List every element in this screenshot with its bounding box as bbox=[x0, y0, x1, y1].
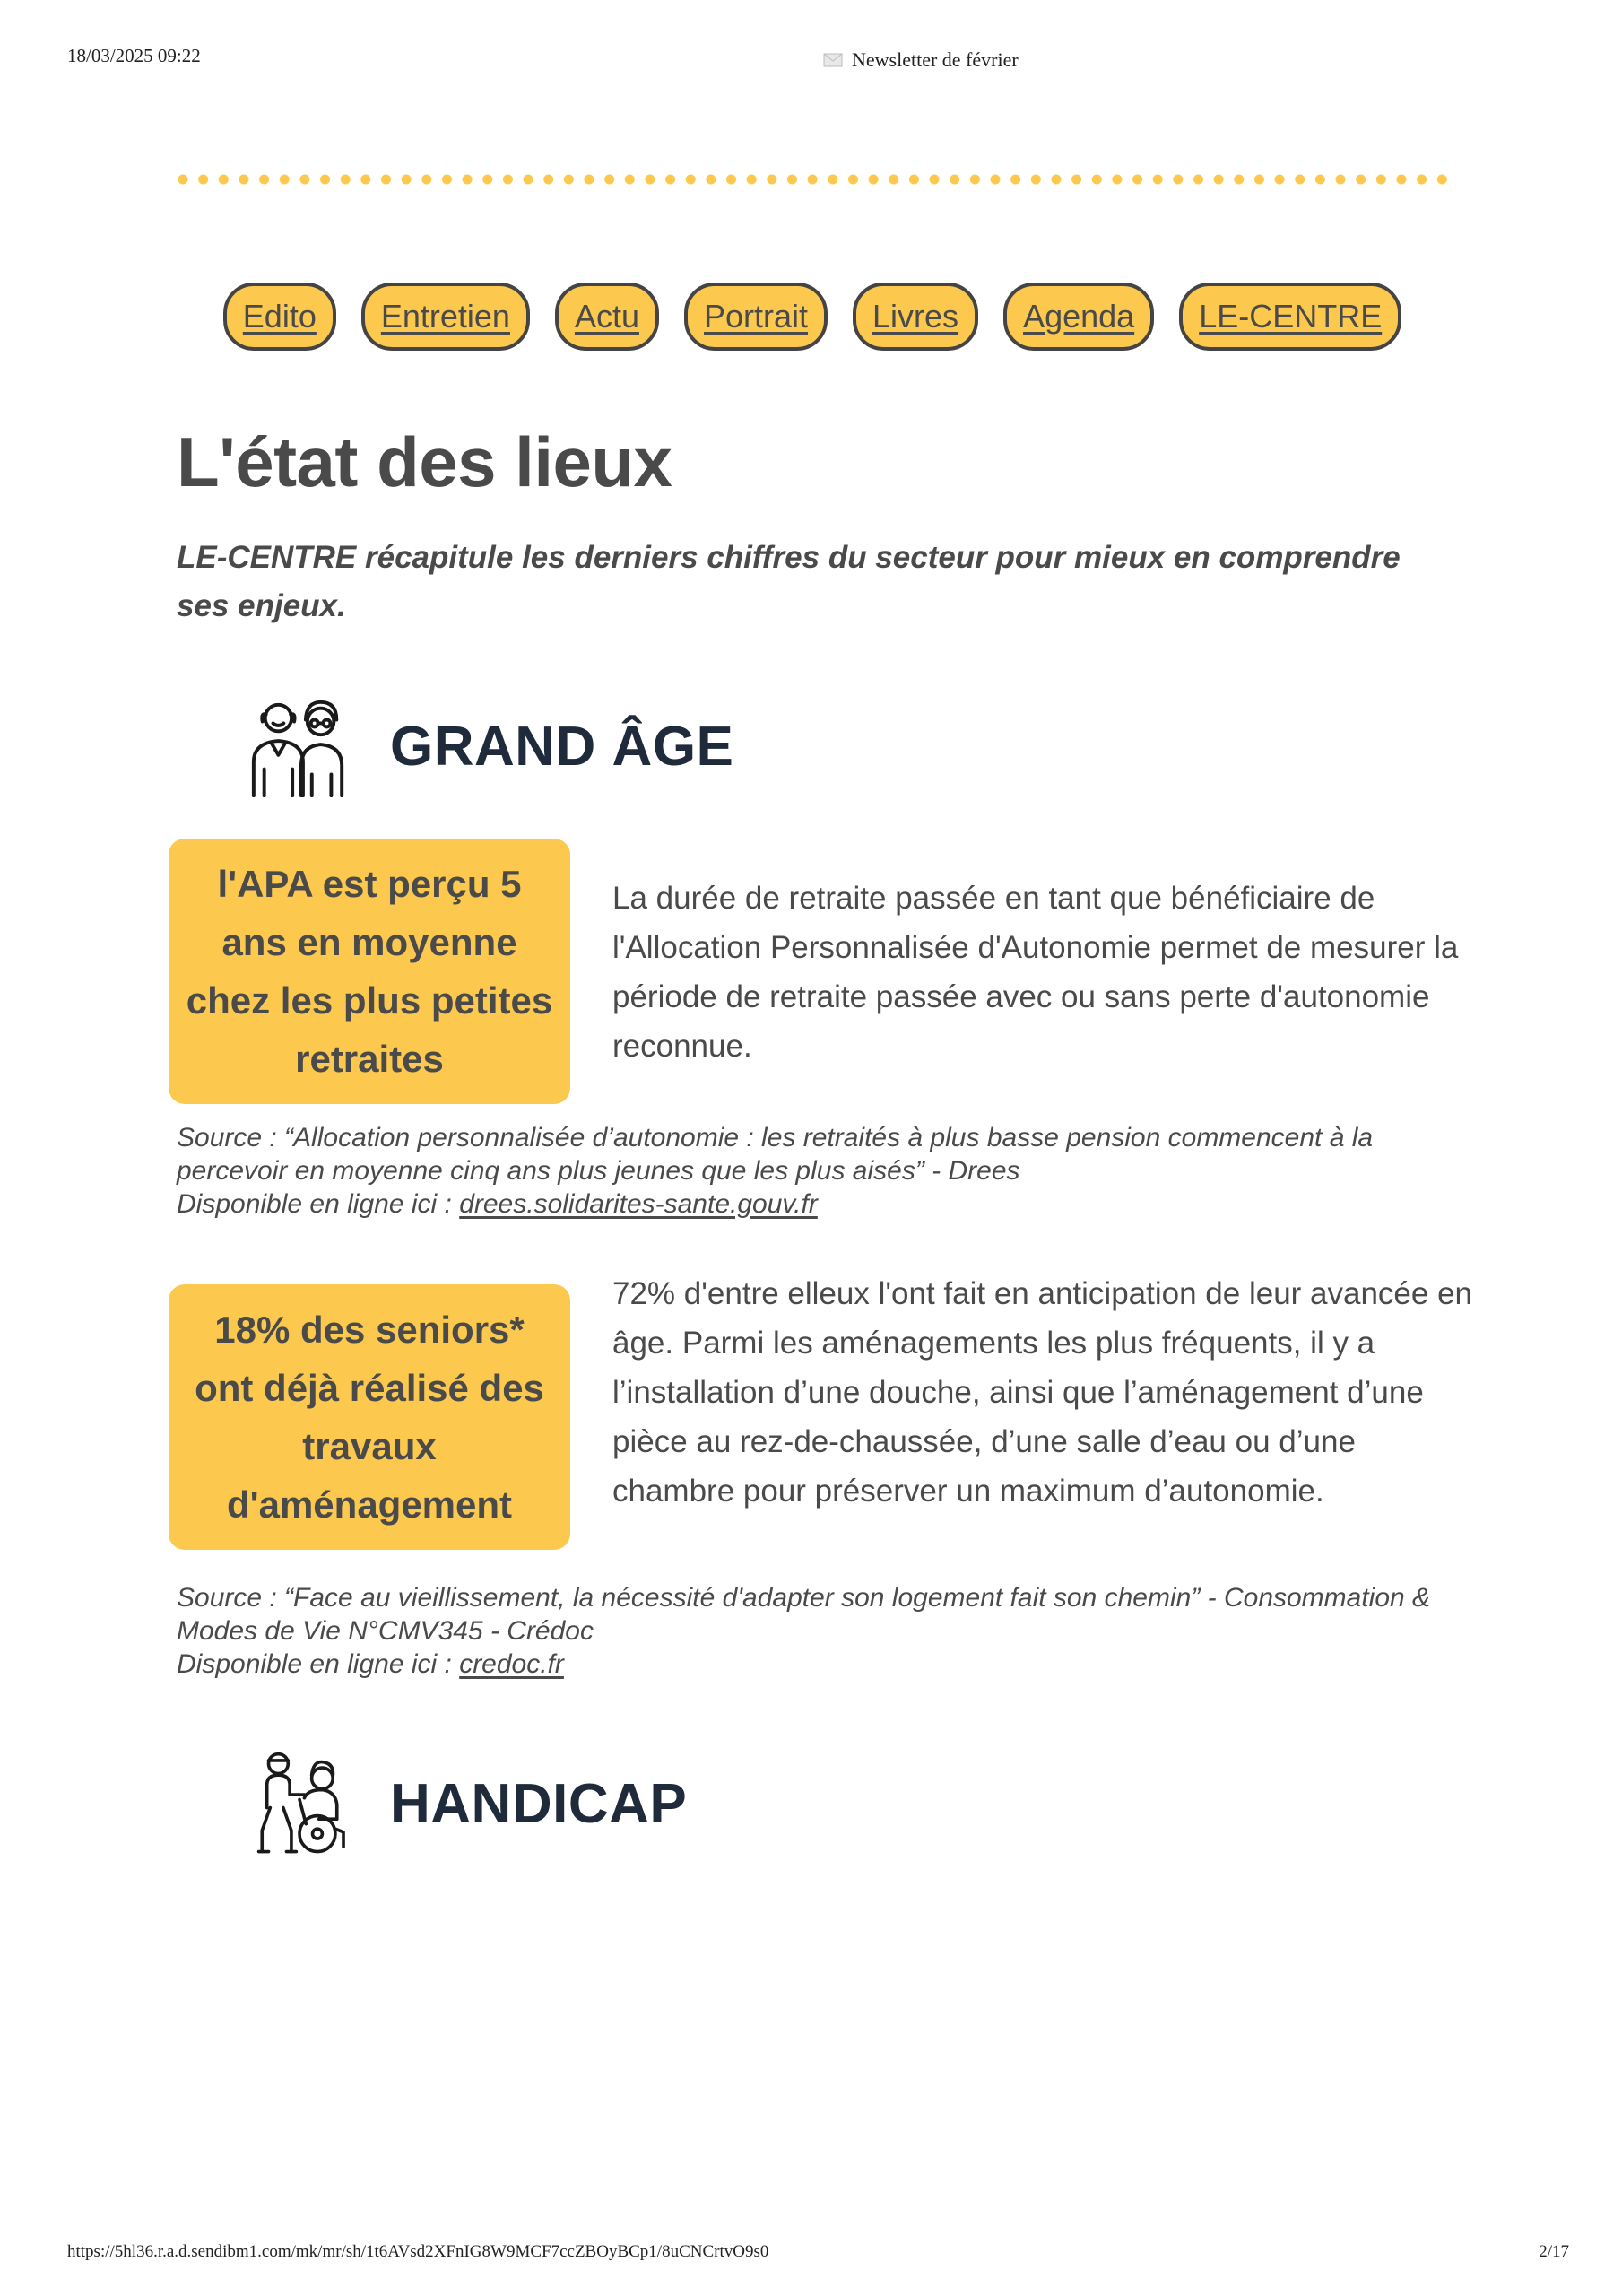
stat-highlight-travaux: 18% des seniors* ont déjà réalisé des travaux d'aménagement bbox=[169, 1284, 570, 1550]
section-handicap-heading: HANDICAP bbox=[390, 1772, 688, 1835]
source-apa-link-prefix: Disponible en ligne ici : bbox=[177, 1189, 460, 1219]
nav-agenda[interactable]: Agenda bbox=[1003, 283, 1154, 351]
page-subtitle: LE-CENTRE récapitule les derniers chiffres du secteur pour mieux en comprendre ses enjeux. bbox=[177, 540, 1401, 623]
stat-text-apa: La durée de retraite passée en tant que bénéficiaire de l'Allocation Personnalisée d'Autonomie permet de mesurer la période de retraite passée avec ou sans perte d'autonomie reconnue. bbox=[612, 881, 1459, 1064]
source-travaux-citation: Source : “Face au vieillissement, la nécessité d'adapter son logement fait son chemin” - Consommation & Modes de Vie N°CMV345 - Crédoc bbox=[177, 1583, 1431, 1646]
section-grand-age-header bbox=[247, 693, 733, 799]
stat-highlight-apa: l'APA est perçu 5 ans en moyenne chez les plus petites retraites bbox=[169, 839, 570, 1104]
section-grand-age-heading: GRAND ÂGE bbox=[390, 715, 734, 778]
nav-actu[interactable]: Actu bbox=[555, 283, 659, 351]
print-datetime: 18/03/2025 09:22 bbox=[67, 45, 201, 66]
page-title: L'état des lieux bbox=[177, 422, 672, 501]
print-doc-title bbox=[823, 48, 1019, 72]
doc-title-text: Newsletter de février bbox=[852, 48, 1019, 71]
nav-le-centre[interactable]: LE-CENTRE bbox=[1179, 283, 1401, 351]
dotted-divider bbox=[176, 172, 1460, 187]
nav-entretien[interactable]: Entretien bbox=[361, 283, 530, 351]
source-apa-link[interactable]: drees.solidarites-sante.gouv.fr bbox=[459, 1189, 818, 1219]
source-apa-availability bbox=[177, 1187, 1468, 1221]
print-url: https://5hl36.r.a.d.sendibm1.com/mk/mr/sh/1t6AVsd2XFnIG8W9MCF7ccZBOyBCp1/8uCNCrtvO9s0 bbox=[67, 2242, 769, 2261]
nav-edito[interactable]: Edito bbox=[223, 283, 336, 351]
print-page-number: 2/17 bbox=[1539, 2242, 1569, 2261]
source-travaux-availability bbox=[177, 1648, 1468, 1681]
elderly-couple-icon bbox=[247, 693, 352, 799]
envelope-icon bbox=[823, 53, 843, 67]
section-nav bbox=[0, 283, 1622, 351]
source-travaux-link-prefix: Disponible en ligne ici : bbox=[177, 1649, 460, 1679]
stat-text-travaux: 72% d'entre elleux l'ont fait en anticipation de leur avancée en âge. Parmi les aménagements les plus fréquents, il y a l’installation d’une douche, ainsi que l’aménagement d’une pièce au rez-de-chaussée, d’une salle d’eau ou d’une chambre pour préserver un maximum d’autonomie. bbox=[612, 1276, 1473, 1509]
source-apa-citation: Source : “Allocation personnalisée d’autonomie : les retraités à plus basse pension commencent à la percevoir en moyenne cinq ans plus jeunes que les plus aisés” - Drees bbox=[177, 1123, 1374, 1186]
source-travaux bbox=[177, 1581, 1468, 1681]
section-handicap-header bbox=[247, 1751, 687, 1857]
nav-portrait[interactable]: Portrait bbox=[684, 283, 828, 351]
source-travaux-link[interactable]: credoc.fr bbox=[459, 1649, 564, 1679]
source-apa bbox=[177, 1121, 1468, 1221]
wheelchair-assist-icon bbox=[247, 1751, 352, 1857]
nav-livres[interactable]: Livres bbox=[853, 283, 978, 351]
